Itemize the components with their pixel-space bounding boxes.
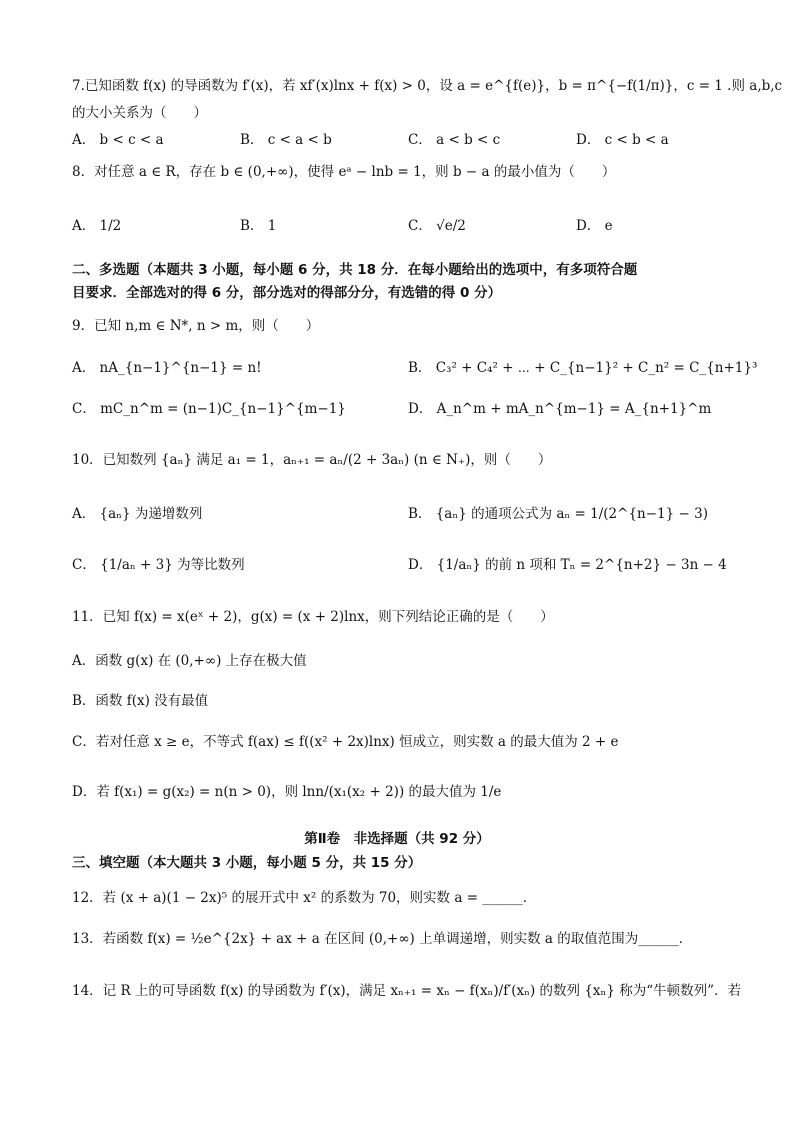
q10-option-c: C． {1/aₙ + 3} 为等比数列 bbox=[72, 557, 245, 573]
section-fill-in-heading: 三、填空题（本大题共 3 小题，每小题 5 分，共 15 分） bbox=[72, 855, 422, 871]
q7-option-b: B． c < a < b bbox=[240, 132, 332, 148]
q9-stem: 9．已知 n,m ∈ N*, n > m，则（ ） bbox=[72, 318, 320, 334]
q11-stem: 11．已知 f(x) = x(eˣ + 2)，g(x) = (x + 2)lnx，则下列结论正确的是（ ） bbox=[72, 609, 554, 625]
q9-option-a: A． nA_{n−1}^{n−1} = n! bbox=[72, 360, 262, 376]
q13-stem: 13．若函数 f(x) = ½e^{2x} + ax + a 在区间 (0,+∞) 上单调递增，则实数 a 的取值范围为______． bbox=[72, 931, 693, 947]
q8-stem: 8．对任意 a ∈ R，存在 b ∈ (0,+∞)，使得 eᵃ − lnb = 1，则 b − a 的最小值为（ ） bbox=[72, 164, 616, 180]
section-multiple-choice-heading: 二、多选题（本题共 3 小题，每小题 6 分，共 18 分．在每小题给出的选项中，有多项符合题 bbox=[72, 262, 638, 278]
part-two-title: 第Ⅱ卷 非选择题（共 92 分） bbox=[304, 831, 490, 847]
q9-option-b: B． C₃² + C₄² + ⋯ + C_{n−1}² + C_n² = C_{n+1}³ bbox=[408, 360, 758, 376]
section-multiple-choice-heading-cont: 目要求．全部选对的得 6 分，部分选对的得部分分，有选错的得 0 分） bbox=[72, 285, 502, 301]
q11-option-c: C．若对任意 x ≥ e，不等式 f(ax) ≤ f((x² + 2x)lnx) 恒成立，则实数 a 的最大值为 2 + e bbox=[72, 734, 619, 750]
q11-option-d: D．若 f(x₁) = g(x₂) = n(n > 0)，则 lnn/(x₁(x₂ + 2)) 的最大值为 1/e bbox=[72, 784, 502, 800]
q8-option-a: A． 1/2 bbox=[72, 218, 122, 234]
q8-option-d: D． e bbox=[576, 218, 613, 234]
q7-option-c: C． a < b < c bbox=[408, 132, 501, 148]
q9-option-d: D． A_n^m + mA_n^{m−1} = A_{n+1}^m bbox=[408, 401, 712, 417]
q8-option-b: B． 1 bbox=[240, 218, 277, 234]
q11-option-a: A．函数 g(x) 在 (0,+∞) 上存在极大值 bbox=[72, 653, 307, 669]
q10-option-d: D． {1/aₙ} 的前 n 项和 Tₙ = 2^{n+2} − 3n − 4 bbox=[408, 557, 727, 573]
q11-option-b: B．函数 f(x) 没有最值 bbox=[72, 693, 209, 709]
q7-stem: 7.已知函数 f(x) 的导函数为 f′(x)，若 xf′(x)lnx + f(x) > 0，设 a = e^{f(e)}，b = π^{−f(1/π)}，c = 1 .则 a,b,c bbox=[72, 78, 783, 94]
q7-option-a: A． b < c < a bbox=[72, 132, 164, 148]
q9-option-c: C． mC_n^m = (n−1)C_{n−1}^{m−1} bbox=[72, 401, 346, 417]
q10-option-a: A． {aₙ} 为递增数列 bbox=[72, 506, 203, 522]
q7-option-d: D． c < b < a bbox=[576, 132, 669, 148]
q7-stem-cont: 的大小关系为（ ） bbox=[72, 105, 207, 121]
q12-stem: 12．若 (x + a)(1 − 2x)⁵ 的展开式中 x² 的系数为 70，则实数 a = ______． bbox=[72, 890, 537, 906]
q10-option-b: B． {aₙ} 的通项公式为 aₙ = 1/(2^{n−1} − 3) bbox=[408, 506, 708, 522]
q14-stem: 14．记 R 上的可导函数 f(x) 的导函数为 f′(x)，满足 xₙ₊₁ = xₙ − f(xₙ)/f′(xₙ) 的数列 {xₙ} 称为“牛顿数列”．若 bbox=[72, 983, 742, 999]
q8-option-c: C． √e/2 bbox=[408, 218, 466, 234]
q10-stem: 10．已知数列 {aₙ} 满足 a₁ = 1，aₙ₊₁ = aₙ/(2 + 3aₙ) (n ∈ N₊)，则（ ） bbox=[72, 452, 552, 468]
